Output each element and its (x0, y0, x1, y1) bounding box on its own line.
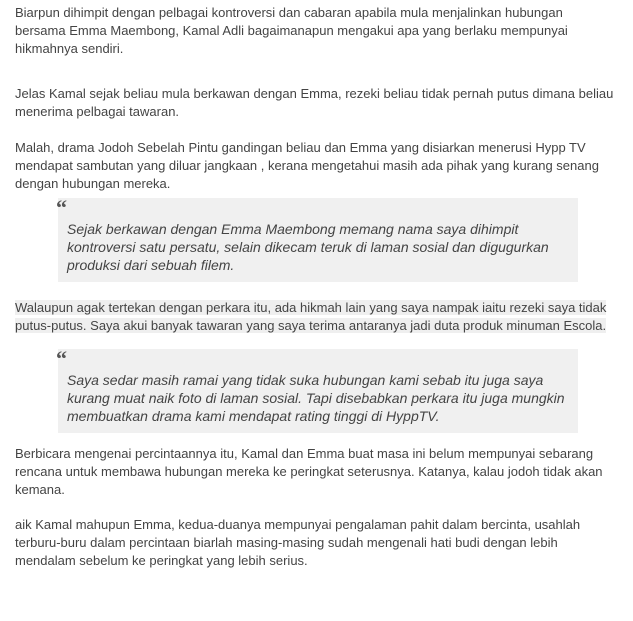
article-paragraph: Jelas Kamal sejak beliau mula berkawan dengan Emma, rezeki beliau tidak pernah putus dimana beliau menerima pelbagai tawaran. (15, 86, 614, 119)
article-paragraph: Biarpun dihimpit dengan pelbagai kontroversi dan cabaran apabila mula menjalinkan hubungan bersama Emma Maembong, Kamal Adli bagaimanapun mengakui apa yang berlaku mempunyai hikmahnya sendiri. (15, 5, 568, 56)
article-paragraph: Malah, drama Jodoh Sebelah Pintu gandingan beliau dan Emma yang disiarkan menerusi Hypp TV mendapat sambutan yang diluar jangkaan , kerana mengetahui masih ada pihak yang kurang senang dengan hubungan mereka. (15, 140, 599, 191)
blockquote (56, 195, 578, 282)
quote-mark-icon: “ (56, 346, 67, 371)
article-paragraph: Berbicara mengenai percintaannya itu, Kamal dan Emma buat masa ini belum mempunyai sebarang rencana untuk membawa hubungan mereka ke peringkat seterusnya. Katanya, kalau jodoh tidak akan kemana. (15, 446, 603, 497)
highlighted-paragraph (15, 299, 615, 335)
blockquote-text: Sejak berkawan dengan Emma Maembong memang nama saya dihimpit kontroversi satu persatu, selain dikecam teruk di laman sosial dan digugurkan produksi dari sebuah filem. (67, 221, 549, 273)
article-paragraph: aik Kamal mahupun Emma, kedua-duanya mempunyai pengalaman pahit dalam bercinta, usahlah terburu-buru dalam percintaan biarlah masing-masing sudah mengenali hati budi dengan lebih mendalam sebelum ke peringkat yang lebih serius. (15, 517, 581, 568)
article-body (15, 4, 615, 570)
article-paragraph: Walaupun agak tertekan dengan perkara itu, ada hikmah lain yang saya nampak iaitu rezeki saya tidak putus-putus. Saya akui banyak tawaran yang saya terima antaranya jadi duta produk minuman Escola. (15, 300, 607, 333)
blockquote (56, 346, 578, 433)
quote-mark-icon: “ (56, 195, 67, 220)
blockquote-text: Saya sedar masih ramai yang tidak suka hubungan kami sebab itu juga saya kurang muat naik foto di laman sosial. Tapi disebabkan perkara itu juga mungkin membuatkan drama kami mendapat rating tinggi di HyppTV. (67, 372, 565, 424)
